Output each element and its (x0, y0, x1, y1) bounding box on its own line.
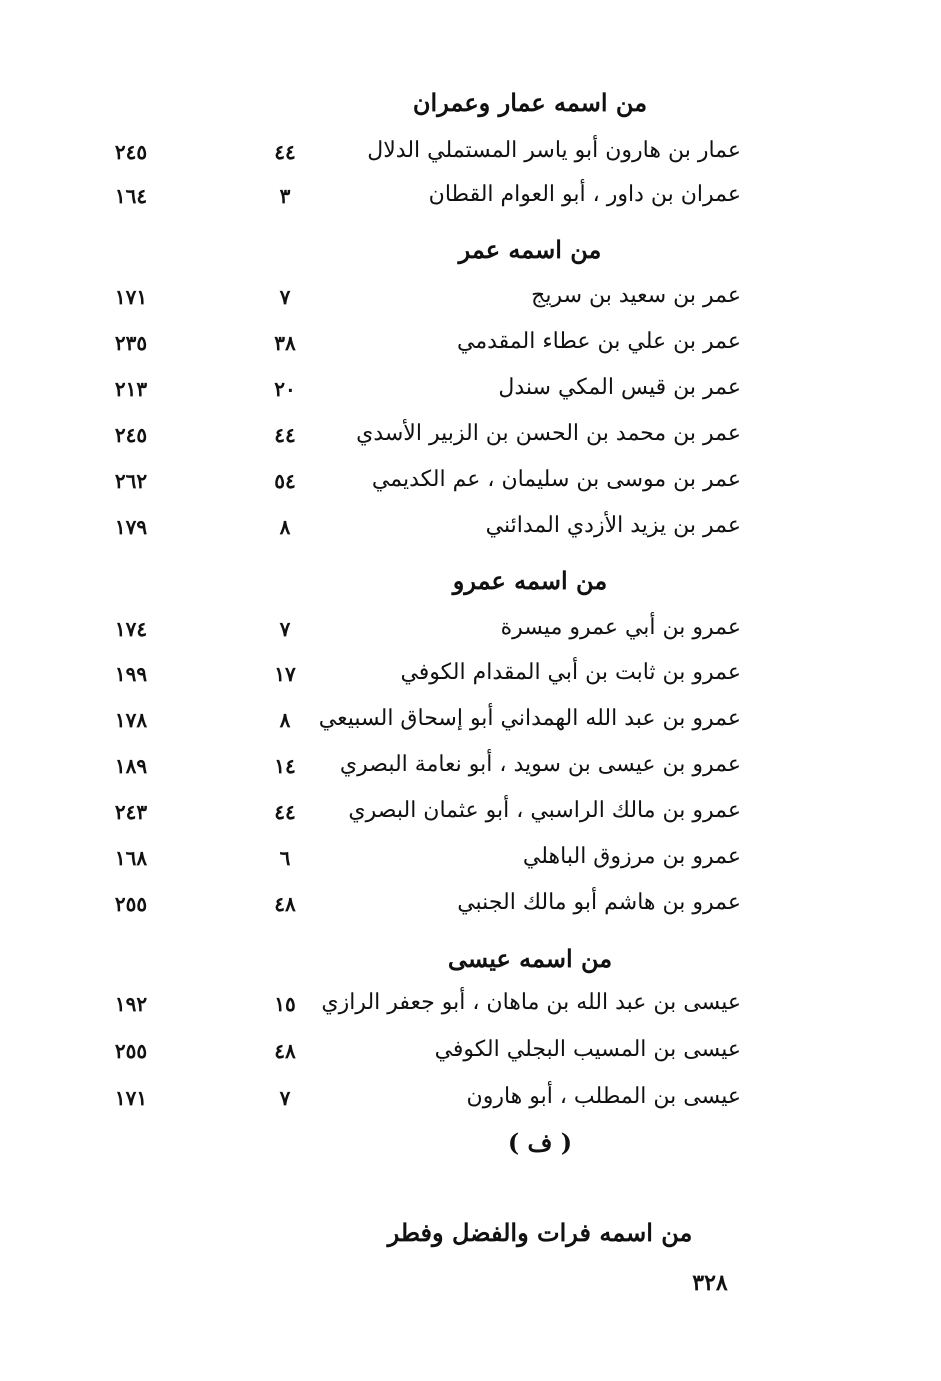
entry-number: ٥٤ (274, 469, 296, 493)
index-entry (0, 375, 941, 409)
entry-name: عمار بن هارون أبو ياسر المستملي الدلال (367, 138, 741, 163)
section-heading: من اسمه عيسى (447, 944, 613, 973)
entry-page: ٢٤٣ (114, 800, 148, 824)
index-entry (0, 798, 941, 832)
entry-number: ٣ (279, 184, 291, 208)
index-entry (0, 706, 941, 740)
entry-page: ٢٥٥ (114, 892, 148, 916)
index-entry (0, 890, 941, 924)
entry-page: ٢١٣ (114, 377, 148, 401)
entry-page: ٢٤٥ (114, 140, 148, 164)
entry-number: ٤٨ (274, 892, 296, 916)
entry-name: عمرو بن عبد الله الهمداني أبو إسحاق السبيعي (318, 706, 741, 731)
entry-page: ١٧٨ (114, 708, 148, 732)
entry-name: عيسى بن المسيب البجلي الكوفي (434, 1037, 741, 1062)
entry-name: عمرو بن عيسى بن سويد ، أبو نعامة البصري (339, 752, 741, 777)
index-entry (0, 1037, 941, 1071)
entry-name: عمر بن قيس المكي سندل (498, 375, 741, 400)
entry-page: ٢٣٥ (114, 331, 148, 355)
entry-name: عمرو بن مالك الراسبي ، أبو عثمان البصري (348, 798, 741, 823)
index-entry (0, 844, 941, 878)
index-entry (0, 513, 941, 547)
entry-page: ١٨٩ (114, 754, 148, 778)
section-heading: من اسمه عمار وعمران (412, 88, 648, 117)
entry-number: ٣٨ (274, 331, 296, 355)
entry-name: عيسى بن المطلب ، أبو هارون (466, 1084, 741, 1109)
entry-name: عمر بن يزيد الأزدي المدائني (485, 513, 741, 538)
entry-page: ١٩٩ (114, 662, 148, 686)
section-heading: من اسمه عمرو (452, 566, 608, 595)
entry-number: ١٧ (274, 662, 296, 686)
index-entry (0, 660, 941, 694)
entry-number: ٧ (279, 617, 291, 641)
entry-number: ٨ (279, 515, 291, 539)
entry-name: عمرو بن هاشم أبو مالك الجنبي (457, 890, 741, 915)
entry-number: ١٤ (274, 754, 296, 778)
letter-marker: ( ف ) (507, 1128, 573, 1157)
entry-number: ٧ (279, 1086, 291, 1110)
index-entry (0, 421, 941, 455)
entry-number: ٧ (279, 285, 291, 309)
entry-name: عمر بن علي بن عطاء المقدمي (457, 329, 741, 354)
entry-name: عيسى بن عبد الله بن ماهان ، أبو جعفر الرازي (321, 990, 741, 1015)
entry-number: ٨ (279, 708, 291, 732)
index-entry (0, 467, 941, 501)
entry-name: عمرو بن مرزوق الباهلي (522, 844, 741, 869)
entry-page: ١٦٨ (114, 846, 148, 870)
index-entry (0, 752, 941, 786)
entry-page: ١٧٤ (114, 617, 148, 641)
entry-page: ١٧٩ (114, 515, 148, 539)
entry-page: ١٦٤ (114, 184, 148, 208)
entry-page: ٢٦٢ (114, 469, 148, 493)
entry-page: ٢٥٥ (114, 1039, 148, 1063)
index-entry (0, 990, 941, 1024)
index-entry (0, 1084, 941, 1118)
entry-name: عمر بن محمد بن الحسن بن الزبير الأسدي (356, 421, 741, 446)
section-heading: من اسمه عمر (458, 235, 602, 264)
entry-number: ٤٤ (274, 140, 296, 164)
entry-name: عمر بن موسى بن سليمان ، عم الكديمي (371, 467, 741, 492)
index-entry (0, 182, 941, 216)
entry-number: ٤٨ (274, 1039, 296, 1063)
entry-page: ١٧١ (114, 285, 148, 309)
entry-number: ٤٤ (274, 423, 296, 447)
page-number: ٣٢٨ (692, 1270, 728, 1296)
index-entry (0, 138, 941, 172)
entry-page: ٢٤٥ (114, 423, 148, 447)
entry-name: عمرو بن أبي عمرو ميسرة (500, 615, 741, 640)
index-entry (0, 329, 941, 363)
entry-number: ١٥ (274, 992, 296, 1016)
entry-page: ١٧١ (114, 1086, 148, 1110)
entry-number: ٦ (279, 846, 291, 870)
index-entry (0, 615, 941, 649)
index-entry (0, 283, 941, 317)
entry-number: ٤٤ (274, 800, 296, 824)
entry-name: عمران بن داور ، أبو العوام القطان (428, 182, 741, 207)
entry-number: ٢٠ (274, 377, 296, 401)
entry-name: عمر بن سعيد بن سريج (531, 283, 741, 308)
entry-page: ١٩٢ (114, 992, 148, 1016)
entry-name: عمرو بن ثابت بن أبي المقدام الكوفي (400, 660, 741, 685)
next-section-heading: من اسمه فرات والفضل وفطر (387, 1218, 693, 1247)
